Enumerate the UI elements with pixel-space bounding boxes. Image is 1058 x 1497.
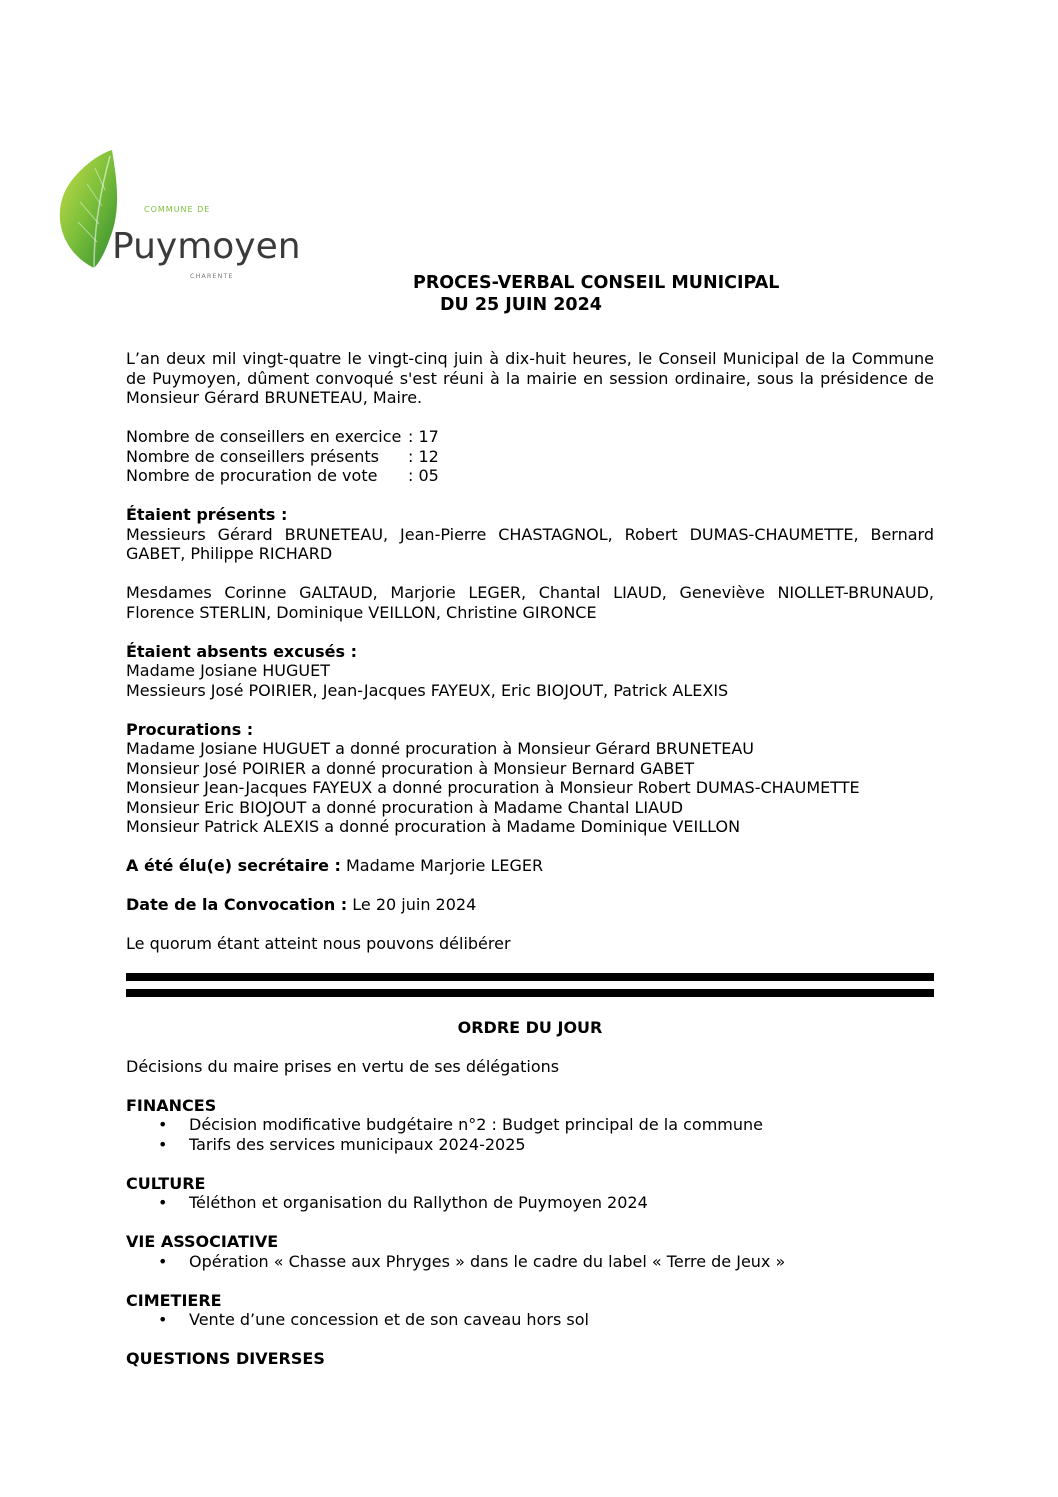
count-label: Nombre de conseillers en exercice bbox=[126, 427, 402, 446]
leaf-icon bbox=[50, 150, 301, 285]
procuration-line: Monsieur Eric BIOJOUT a donné procuration à Madame Chantal LIAUD bbox=[126, 797, 684, 817]
absent-line: Madame Josiane HUGUET bbox=[126, 661, 330, 680]
convocation-line bbox=[126, 895, 934, 915]
agenda-item: • Téléthon et organisation du Rallython de Puymoyen 2024 bbox=[126, 1193, 934, 1213]
secretaire-value: Madame Marjorie LEGER bbox=[340, 856, 544, 875]
count-row bbox=[126, 427, 934, 447]
agenda-list bbox=[126, 1115, 934, 1154]
title-line-2: DU 25 JUIN 2024 bbox=[440, 295, 602, 315]
commune-logo bbox=[50, 150, 301, 285]
agenda-item: • Vente d’une concession et de son caveau hors sol bbox=[126, 1310, 934, 1330]
intro-paragraph: L’an deux mil vingt-quatre le vingt-cinq juin à dix-huit heures, le Conseil Municipal de la Commune de Puymoyen, dûment convoqué s'est réuni à la mairie en session ordinaire, sous la présidence de Monsieur Gérard BRUNETEAU, Maire. bbox=[126, 349, 934, 407]
count-value: : 17 bbox=[408, 427, 439, 446]
section-heading: QUESTIONS DIVERSES bbox=[126, 1349, 325, 1368]
count-label: Nombre de procuration de vote bbox=[126, 466, 378, 485]
presents-heading: Étaient présents : bbox=[126, 505, 288, 524]
agenda-item: • Décision modificative budgétaire n°2 : Budget principal de la commune bbox=[126, 1115, 934, 1135]
svg-text:CHARENTE: CHARENTE bbox=[190, 272, 234, 280]
presents-messieurs: Messieurs Gérard BRUNETEAU, Jean-Pierre CHASTAGNOL, Robert DUMAS-CHAUMETTE, Bernard GABET, Philippe RICHARD bbox=[126, 524, 934, 563]
document-title bbox=[413, 272, 779, 316]
agenda-item: • Opération « Chasse aux Phryges » dans le cadre du label « Terre de Jeux » bbox=[126, 1252, 934, 1272]
section-heading: CULTURE bbox=[126, 1173, 206, 1193]
svg-text:COMMUNE DE: COMMUNE DE bbox=[144, 205, 211, 214]
section-heading: VIE ASSOCIATIVE bbox=[126, 1232, 279, 1251]
absents-heading: Étaient absents excusés : bbox=[126, 641, 357, 661]
procurations-heading: Procurations : bbox=[126, 719, 254, 739]
agenda-list bbox=[126, 1310, 934, 1330]
count-row bbox=[126, 447, 934, 467]
divider bbox=[126, 989, 934, 997]
presents-mesdames: Mesdames Corinne GALTAUD, Marjorie LEGER, Chantal LIAUD, Geneviève NIOLLET-BRUNAUD, Florence STERLIN, Dominique VEILLON, Christine GIRONCE bbox=[126, 583, 934, 622]
title-line-1: PROCES-VERBAL CONSEIL MUNICIPAL bbox=[413, 273, 780, 293]
secretaire-label: A été élu(e) secrétaire : bbox=[126, 856, 341, 875]
decisions-line: Décisions du maire prises en vertu de ses délégations bbox=[126, 1056, 560, 1076]
quorum-line: Le quorum étant atteint nous pouvons délibérer bbox=[126, 934, 511, 953]
svg-text:Puymoyen: Puymoyen bbox=[112, 226, 301, 267]
section-heading: FINANCES bbox=[126, 1095, 217, 1115]
section-heading: CIMETIERE bbox=[126, 1290, 222, 1310]
document-body bbox=[126, 349, 934, 1369]
ordre-du-jour-title: ORDRE DU JOUR bbox=[457, 1017, 603, 1037]
procuration-line: Monsieur Patrick ALEXIS a donné procuration à Madame Dominique VEILLON bbox=[126, 817, 741, 836]
count-label: Nombre de conseillers présents bbox=[126, 446, 379, 466]
counts-block bbox=[126, 427, 934, 486]
absent-line: Messieurs José POIRIER, Jean-Jacques FAYEUX, Eric BIOJOUT, Patrick ALEXIS bbox=[126, 680, 729, 700]
secretaire-line bbox=[126, 856, 934, 876]
count-row bbox=[126, 466, 934, 486]
procuration-line: Monsieur Jean-Jacques FAYEUX a donné procuration à Monsieur Robert DUMAS-CHAUMETTE bbox=[126, 778, 860, 797]
agenda-list bbox=[126, 1193, 934, 1213]
divider bbox=[126, 973, 934, 981]
count-value: : 12 bbox=[408, 446, 439, 466]
procuration-line: Madame Josiane HUGUET a donné procuration à Monsieur Gérard BRUNETEAU bbox=[126, 739, 754, 758]
convocation-value: Le 20 juin 2024 bbox=[347, 895, 477, 914]
convocation-label: Date de la Convocation : bbox=[126, 895, 348, 914]
agenda-list bbox=[126, 1252, 934, 1272]
procuration-line: Monsieur José POIRIER a donné procuration à Monsieur Bernard GABET bbox=[126, 758, 695, 778]
agenda-item: • Tarifs des services municipaux 2024-2025 bbox=[126, 1135, 934, 1155]
count-value: : 05 bbox=[408, 466, 439, 485]
